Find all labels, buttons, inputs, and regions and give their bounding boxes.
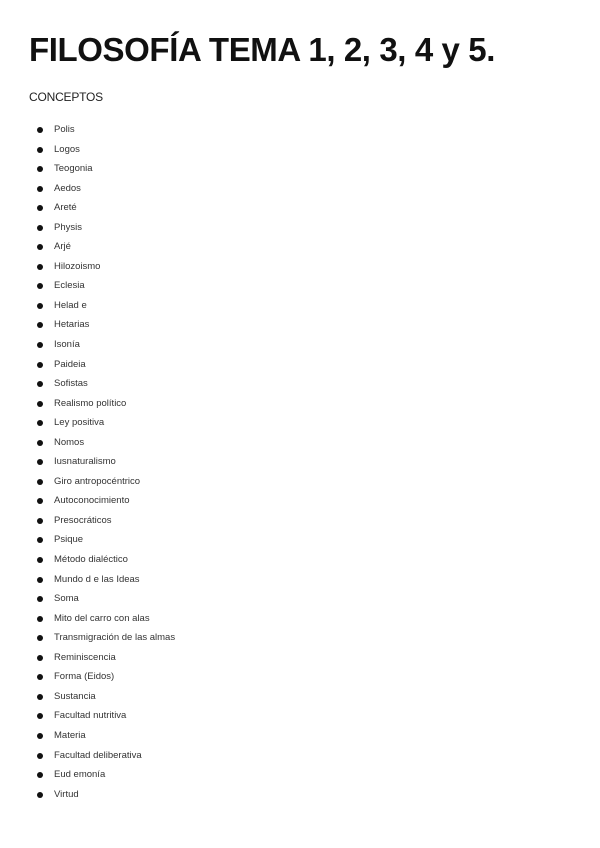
- bullet-icon: [37, 147, 43, 153]
- bullet-icon: [37, 322, 43, 328]
- list-item: [0, 160, 300, 180]
- bullet-icon: [37, 498, 43, 504]
- concept-label: Facultad deliberativa: [54, 749, 142, 761]
- bullet-icon: [37, 225, 43, 231]
- bullet-icon: [37, 674, 43, 680]
- bullet-icon: [37, 792, 43, 798]
- bullet-icon: [37, 166, 43, 172]
- list-item: [0, 258, 300, 278]
- bullet-icon: [37, 205, 43, 211]
- bullet-icon: [37, 303, 43, 309]
- concept-label: Arjé: [54, 241, 71, 253]
- list-item: [0, 277, 300, 297]
- concept-label: Hilozoismo: [54, 260, 101, 272]
- concept-label: Soma: [54, 593, 79, 605]
- concept-label: Logos: [54, 143, 80, 155]
- bullet-icon: [37, 616, 43, 622]
- bullet-icon: [37, 264, 43, 270]
- bullet-icon: [37, 577, 43, 583]
- list-item: [0, 336, 300, 356]
- concept-label: Eclesia: [54, 280, 85, 292]
- bullet-icon: [37, 713, 43, 719]
- bullet-icon: [37, 635, 43, 641]
- bullet-icon: [37, 537, 43, 543]
- list-item: [0, 727, 300, 747]
- concept-label: Mundo d e las Ideas: [54, 573, 140, 585]
- concept-label: Paideia: [54, 358, 86, 370]
- list-item: [0, 707, 300, 727]
- concept-label: Hetarias: [54, 319, 90, 331]
- concept-label: Aedos: [54, 182, 81, 194]
- list-item: [0, 219, 300, 239]
- list-item: [0, 786, 300, 806]
- list-item: [0, 375, 300, 395]
- concept-label: Reminiscencia: [54, 651, 116, 663]
- concept-label: Mito del carro con alas: [54, 612, 150, 624]
- bullet-icon: [37, 479, 43, 485]
- list-item: [0, 121, 300, 141]
- list-item: [0, 531, 300, 551]
- list-item: [0, 395, 300, 415]
- list-item: [0, 649, 300, 669]
- concept-label: Iusnaturalismo: [54, 456, 116, 468]
- bullet-icon: [37, 733, 43, 739]
- bullet-icon: [37, 596, 43, 602]
- concept-label: Teogonia: [54, 163, 93, 175]
- document-title: FILOSOFÍA TEMA 1, 2, 3, 4 y 5.: [29, 31, 496, 68]
- bullet-icon: [37, 772, 43, 778]
- list-item: [0, 629, 300, 649]
- list-item: [0, 492, 300, 512]
- bullet-icon: [37, 753, 43, 759]
- list-item: [0, 668, 300, 688]
- list-item: [0, 297, 300, 317]
- list-item: [0, 688, 300, 708]
- concept-label: Psique: [54, 534, 84, 546]
- list-item: [0, 551, 300, 571]
- list-item: [0, 453, 300, 473]
- concept-label: Método dialéctico: [54, 554, 128, 566]
- list-item: [0, 180, 300, 200]
- list-item: [0, 316, 300, 336]
- concept-list: [0, 121, 300, 805]
- bullet-icon: [37, 401, 43, 407]
- concept-label: Eud emonía: [54, 769, 106, 781]
- bullet-icon: [37, 440, 43, 446]
- bullet-icon: [37, 244, 43, 250]
- list-item: [0, 434, 300, 454]
- concept-label: Isonía: [54, 339, 80, 351]
- concept-label: Materia: [54, 729, 86, 741]
- concept-label: Realismo político: [54, 397, 127, 409]
- concept-label: Sofistas: [54, 378, 88, 390]
- list-item: [0, 610, 300, 630]
- list-item: [0, 512, 300, 532]
- bullet-icon: [37, 420, 43, 426]
- bullet-icon: [37, 459, 43, 465]
- list-item: [0, 747, 300, 767]
- bullet-icon: [37, 342, 43, 348]
- concept-label: Facultad nutritiva: [54, 710, 127, 722]
- concept-label: Forma (Eidos): [54, 671, 115, 683]
- bullet-icon: [37, 283, 43, 289]
- bullet-icon: [37, 362, 43, 368]
- bullet-icon: [37, 557, 43, 563]
- section-heading: CONCEPTOS: [29, 90, 103, 104]
- bullet-icon: [37, 518, 43, 524]
- list-item: [0, 141, 300, 161]
- list-item: [0, 414, 300, 434]
- concept-label: Giro antropocéntrico: [54, 475, 141, 487]
- list-item: [0, 571, 300, 591]
- bullet-icon: [37, 127, 43, 133]
- concept-label: Presocráticos: [54, 514, 112, 526]
- concept-label: Helad e: [54, 299, 87, 311]
- concept-label: Virtud: [54, 788, 79, 800]
- list-item: [0, 590, 300, 610]
- bullet-icon: [37, 694, 43, 700]
- list-item: [0, 473, 300, 493]
- concept-label: Physis: [54, 221, 82, 233]
- list-item: [0, 238, 300, 258]
- list-item: [0, 356, 300, 376]
- concept-label: Nomos: [54, 436, 85, 448]
- bullet-icon: [37, 381, 43, 387]
- bullet-icon: [37, 186, 43, 192]
- concept-label: Autoconocimiento: [54, 495, 130, 507]
- concept-label: Polis: [54, 124, 75, 135]
- concept-label: Areté: [54, 202, 77, 214]
- bullet-icon: [37, 655, 43, 661]
- list-item: [0, 199, 300, 219]
- concept-label: Transmigración de las almas: [54, 632, 176, 644]
- concept-label: Ley positiva: [54, 417, 105, 429]
- concept-label: Sustancia: [54, 690, 96, 702]
- list-item: [0, 766, 300, 786]
